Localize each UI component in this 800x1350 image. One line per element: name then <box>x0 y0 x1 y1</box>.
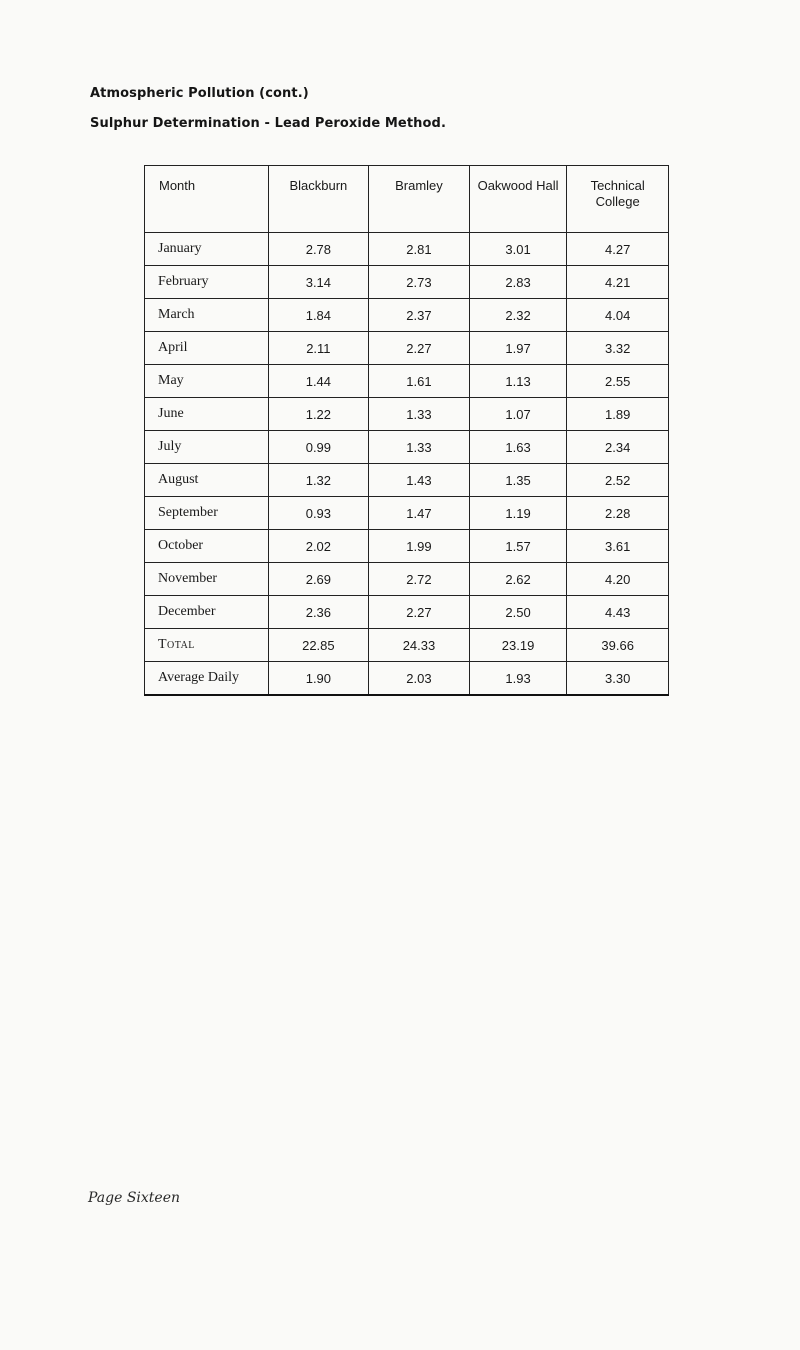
total-value: 23.19 <box>469 629 567 662</box>
cell-value: 1.97 <box>469 332 567 365</box>
row-label: October <box>145 530 269 563</box>
cell-value: 4.20 <box>567 563 669 596</box>
column-header-month: Month <box>145 166 269 233</box>
cell-value: 1.33 <box>369 431 470 464</box>
total-value: 22.85 <box>268 629 369 662</box>
cell-value: 1.84 <box>268 299 369 332</box>
average-value: 3.30 <box>567 662 669 696</box>
cell-value: 4.04 <box>567 299 669 332</box>
cell-value: 2.34 <box>567 431 669 464</box>
cell-value: 2.02 <box>268 530 369 563</box>
total-value: 24.33 <box>369 629 470 662</box>
table-row <box>145 596 669 629</box>
cell-value: 2.55 <box>567 365 669 398</box>
cell-value: 2.78 <box>268 233 369 266</box>
page-footer: Page Sixteen <box>88 1190 181 1206</box>
cell-value: 2.69 <box>268 563 369 596</box>
table-row <box>145 431 669 464</box>
row-label: January <box>145 233 269 266</box>
average-value: 1.93 <box>469 662 567 696</box>
page-title: Atmospheric Pollution (cont.) <box>90 86 309 101</box>
cell-value: 1.43 <box>369 464 470 497</box>
cell-value: 1.07 <box>469 398 567 431</box>
total-label: Total <box>145 629 269 662</box>
cell-value: 3.14 <box>268 266 369 299</box>
table-row <box>145 464 669 497</box>
row-label: August <box>145 464 269 497</box>
table-row <box>145 365 669 398</box>
cell-value: 2.11 <box>268 332 369 365</box>
cell-value: 1.35 <box>469 464 567 497</box>
cell-value: 2.28 <box>567 497 669 530</box>
cell-value: 4.21 <box>567 266 669 299</box>
table-row <box>145 530 669 563</box>
cell-value: 1.47 <box>369 497 470 530</box>
cell-value: 1.61 <box>369 365 470 398</box>
cell-value: 0.99 <box>268 431 369 464</box>
cell-value: 2.27 <box>369 332 470 365</box>
cell-value: 3.32 <box>567 332 669 365</box>
table-row <box>145 497 669 530</box>
row-label: December <box>145 596 269 629</box>
cell-value: 1.32 <box>268 464 369 497</box>
cell-value: 2.27 <box>369 596 470 629</box>
table-header-row <box>145 166 669 233</box>
cell-value: 4.27 <box>567 233 669 266</box>
column-header-bramley: Bramley <box>369 166 470 233</box>
table-row <box>145 299 669 332</box>
cell-value: 2.72 <box>369 563 470 596</box>
table-row <box>145 233 669 266</box>
cell-value: 2.37 <box>369 299 470 332</box>
cell-value: 1.57 <box>469 530 567 563</box>
row-label: June <box>145 398 269 431</box>
table-row <box>145 563 669 596</box>
cell-value: 2.81 <box>369 233 470 266</box>
cell-value: 1.33 <box>369 398 470 431</box>
cell-value: 4.43 <box>567 596 669 629</box>
total-row <box>145 629 669 662</box>
cell-value: 2.52 <box>567 464 669 497</box>
column-header-blackburn: Blackburn <box>268 166 369 233</box>
cell-value: 2.83 <box>469 266 567 299</box>
cell-value: 1.99 <box>369 530 470 563</box>
row-label: November <box>145 563 269 596</box>
row-label: April <box>145 332 269 365</box>
sulphur-table <box>144 165 669 696</box>
cell-value: 1.44 <box>268 365 369 398</box>
table-row <box>145 398 669 431</box>
cell-value: 2.32 <box>469 299 567 332</box>
cell-value: 1.63 <box>469 431 567 464</box>
page-subtitle: Sulphur Determination - Lead Peroxide Method. <box>90 116 446 131</box>
row-label: March <box>145 299 269 332</box>
table-body <box>145 233 669 696</box>
cell-value: 1.22 <box>268 398 369 431</box>
cell-value: 1.89 <box>567 398 669 431</box>
cell-value: 2.73 <box>369 266 470 299</box>
average-value: 2.03 <box>369 662 470 696</box>
column-header-oakwood-hall: Oakwood Hall <box>469 166 567 233</box>
row-label: May <box>145 365 269 398</box>
row-label: February <box>145 266 269 299</box>
cell-value: 1.19 <box>469 497 567 530</box>
average-row <box>145 662 669 696</box>
cell-value: 3.01 <box>469 233 567 266</box>
cell-value: 0.93 <box>268 497 369 530</box>
cell-value: 2.62 <box>469 563 567 596</box>
cell-value: 2.50 <box>469 596 567 629</box>
cell-value: 1.13 <box>469 365 567 398</box>
total-value: 39.66 <box>567 629 669 662</box>
table-row <box>145 332 669 365</box>
row-label: September <box>145 497 269 530</box>
cell-value: 3.61 <box>567 530 669 563</box>
table-row <box>145 266 669 299</box>
cell-value: 2.36 <box>268 596 369 629</box>
average-label: Average Daily <box>145 662 269 696</box>
average-value: 1.90 <box>268 662 369 696</box>
row-label: July <box>145 431 269 464</box>
column-header-technical-college: Technical College <box>567 166 669 233</box>
